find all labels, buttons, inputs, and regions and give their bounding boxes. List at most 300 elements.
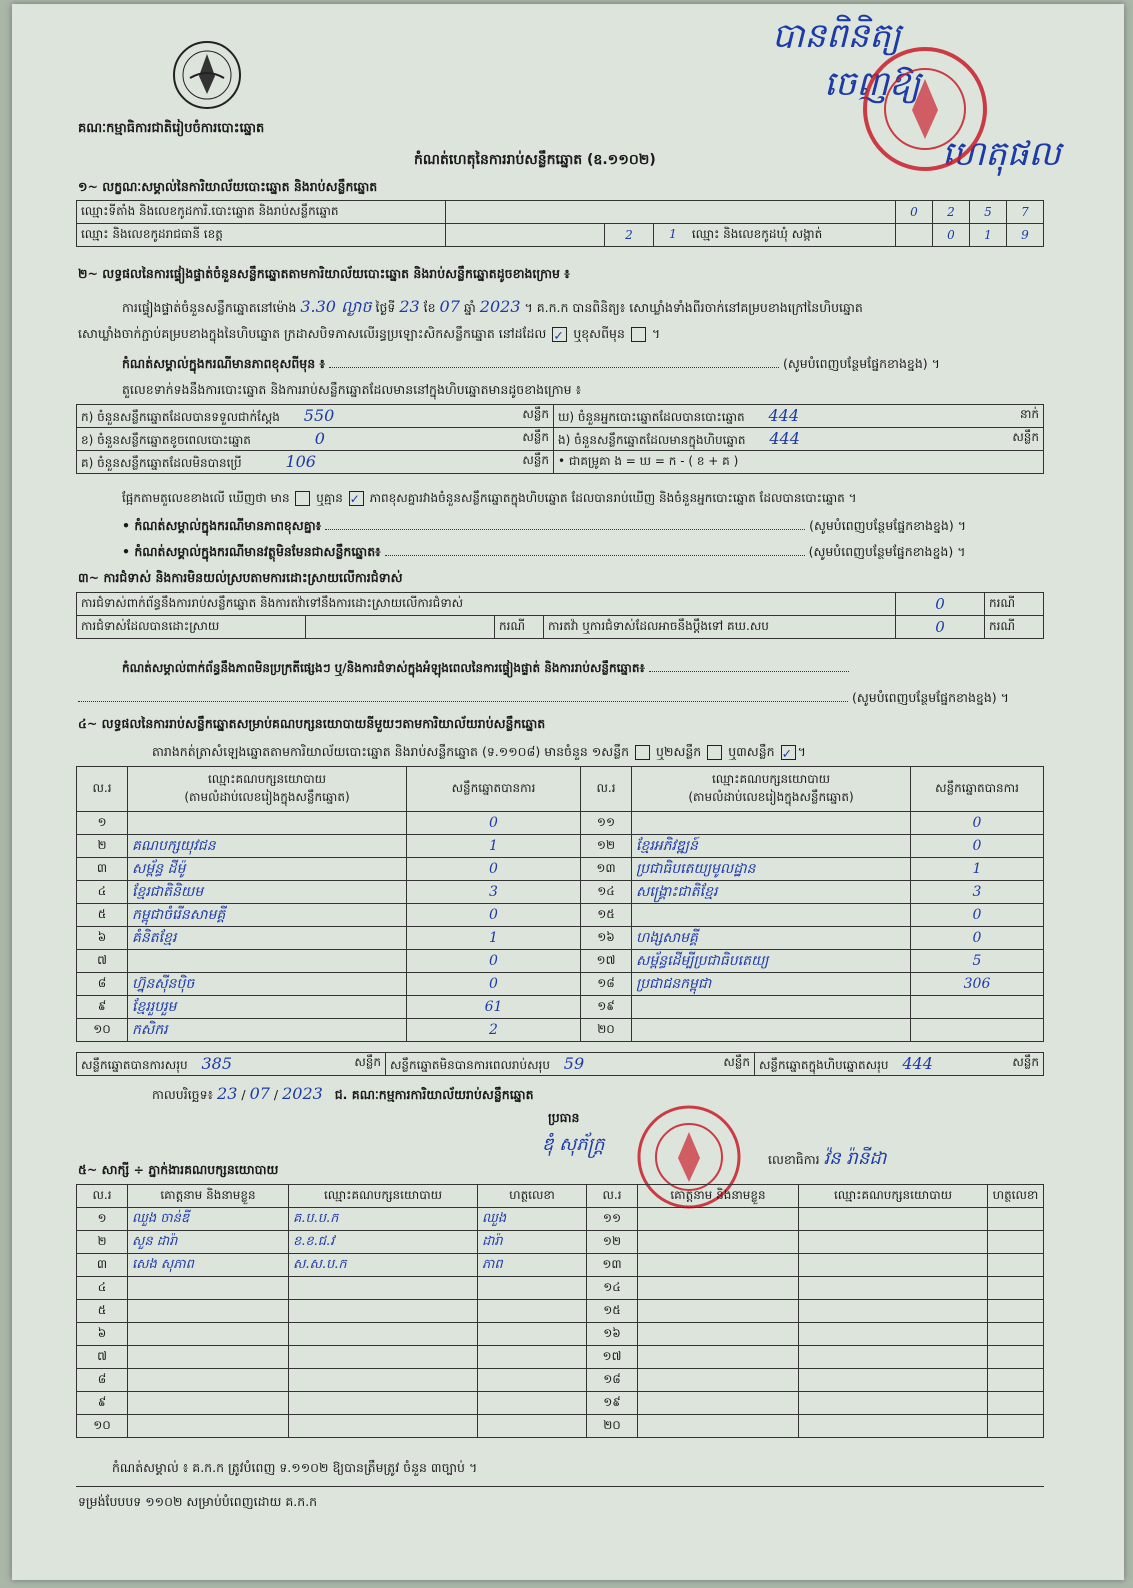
- appeals-value: 0: [896, 616, 985, 639]
- verification-line-1: [122, 296, 863, 320]
- tally-sheets-label: តារាងកត់ត្រាសំឡេងឆ្នោតតាមការិយាល័យបោះឆ្នោត និងរាប់សន្លឹកឆ្នោត (ទ.១១០៨) មានចំនួន ១សន្លឹក: [152, 744, 630, 759]
- party-name: ហ្វ៊ុនស៊ីនប៉ិច: [128, 973, 407, 996]
- party-row-no: ១: [77, 812, 128, 835]
- party-votes: 3: [407, 881, 581, 904]
- difference-note-2-label: • កំណត់សម្គាល់ក្នុងករណីមានភាពខុសគ្នា៖: [122, 518, 322, 533]
- party-name: [632, 1019, 911, 1042]
- totals-table: [76, 1052, 1044, 1076]
- witness-party: ស.ស.ប.ក: [289, 1254, 478, 1277]
- witness-name: [638, 1392, 799, 1415]
- table-row: [77, 1231, 1044, 1254]
- resolved-objections-label: ការជំទាស់ដែលបានដោះស្រាយ: [77, 616, 306, 639]
- witness-signature: ដារ៉ា: [478, 1231, 587, 1254]
- witness-name: [638, 1415, 799, 1438]
- party-name: ប្រជាជនកម្ពុជា: [632, 973, 911, 996]
- unused-ballots-row: [77, 451, 554, 474]
- party-row-no: ១២: [581, 835, 632, 858]
- section1-table: [76, 200, 1044, 247]
- witness-row-no: ១១: [587, 1208, 638, 1231]
- voters-row: [554, 405, 1044, 428]
- col-party: [128, 767, 407, 812]
- col-no: ល.រ: [581, 767, 632, 812]
- unused-ballots-label: គ) ចំនួនសន្លឹកឆ្នោតដែលមិនបានប្រើ: [81, 455, 242, 470]
- witness-signature: [988, 1277, 1044, 1300]
- witness-signature: [478, 1369, 587, 1392]
- witness-row-no: ១៨: [587, 1369, 638, 1392]
- witness-signature: [988, 1300, 1044, 1323]
- col-name: គោត្តនាម និងនាមខ្លួន: [128, 1185, 289, 1208]
- party-row-no: ២០: [581, 1019, 632, 1042]
- party-name: [632, 996, 911, 1019]
- party-name: ប្រជាធិបតេយ្យមូលដ្ឋាន: [632, 858, 911, 881]
- irregularities-note-field-2[interactable]: [78, 701, 848, 702]
- witness-row-no: ១៥: [587, 1300, 638, 1323]
- verification-text-2: សោឃ្លាំងចាក់ភ្ជាប់គម្របខាងក្នុងនៃហិបឆ្នោត ក្រដាសបិទភាសលើរន្ធប្រឡោះសិកសន្លឹកឆ្នោត នៅដដែល: [78, 326, 547, 341]
- witness-name: ឈួង ចាន់ឌី: [128, 1208, 289, 1231]
- footer-divider: [76, 1486, 1044, 1487]
- irregularities-note-field[interactable]: [649, 671, 849, 672]
- date-month: 07: [249, 1084, 270, 1103]
- handwritten-note-2: ចេញឱ្យ: [824, 64, 921, 104]
- one-sheet-checkbox[interactable]: [635, 745, 650, 760]
- commune-label: [654, 224, 896, 247]
- witness-name: [638, 1323, 799, 1346]
- fill-hint: (សូមបំពេញបន្ថែមផ្នែកខាងខ្នង) ។: [851, 690, 1009, 705]
- witness-party: [799, 1415, 988, 1438]
- total-invalid-label: សន្លឹកឆ្នោតមិនបានការពេលរាប់សរុប: [390, 1057, 550, 1072]
- commune-label-text: ឈ្មោះ និងលេខកូដឃុំ សង្កាត់: [691, 227, 823, 241]
- party-row-no: ១១: [581, 812, 632, 835]
- party-votes: [911, 1019, 1044, 1042]
- party-row-no: ៣: [77, 858, 128, 881]
- table-row: [77, 1415, 1044, 1438]
- witness-signature: [988, 1323, 1044, 1346]
- witness-row-no: ៧: [77, 1346, 128, 1369]
- org-name: គណៈកម្មាធិការជាតិរៀបចំការបោះឆ្នោត: [78, 121, 265, 136]
- witness-party: [289, 1300, 478, 1323]
- official-stamp-top: [860, 44, 990, 174]
- party-row-no: ១៨: [581, 973, 632, 996]
- witness-party: [289, 1415, 478, 1438]
- location-name-cell: [446, 201, 896, 224]
- verification-year: 2023: [479, 297, 521, 316]
- unit-sheet: សន្លឹក: [522, 452, 549, 467]
- verification-day: 23: [399, 297, 420, 316]
- voters-value: 444: [768, 405, 799, 425]
- witness-party: [289, 1323, 478, 1346]
- party-votes: 0: [911, 904, 1044, 927]
- party-name: [632, 904, 911, 927]
- location-code-digit: 7: [1007, 201, 1044, 224]
- party-name: គណបក្សយុវជន: [128, 835, 407, 858]
- unit-sheet: សន្លឹក: [354, 1054, 381, 1069]
- section1-title: ១~ លក្ខណៈសម្គាល់នៃការិយាល័យបោះឆ្នោត និងរាប់សន្លឹកឆ្នោត: [78, 179, 378, 194]
- appeals-label: ការតវ៉ា ឬការជំទាស់ដែលអាចនឹងប្តឹងទៅ គឃ.សប: [544, 616, 896, 639]
- province-label: ឈ្មោះ និងលេខកូដរាជធានី ខេត្ត: [77, 224, 446, 247]
- spoiled-ballots-label: ខ) ចំនួនសន្លឹកឆ្នោតខូចពេលបោះឆ្នោត: [81, 432, 251, 447]
- form-sheet: [12, 4, 1124, 1580]
- date-day: 23: [217, 1084, 238, 1103]
- table-row: [77, 950, 1044, 973]
- col-name: គោត្តនាម និងនាមខ្លួន: [638, 1185, 799, 1208]
- party-votes: 0: [407, 858, 581, 881]
- chair-label: ប្រធាន: [548, 1110, 580, 1125]
- party-row-no: ៤: [77, 881, 128, 904]
- witness-party: [799, 1392, 988, 1415]
- table-row: [77, 927, 1044, 950]
- witness-party: [799, 1300, 988, 1323]
- table-row: [77, 1254, 1044, 1277]
- witness-row-no: ៥: [77, 1300, 128, 1323]
- table-row: [77, 835, 1044, 858]
- col-party-sub: (តាមលំដាប់លេខរៀងក្នុងសន្លឹកឆ្នោត): [184, 790, 350, 804]
- witness-party: គ.ប.ប.ក: [289, 1208, 478, 1231]
- three-sheets-checkbox[interactable]: ✓: [781, 745, 796, 760]
- witness-signature: [478, 1300, 587, 1323]
- party-votes: 2: [407, 1019, 581, 1042]
- witness-row-no: ២: [77, 1231, 128, 1254]
- party-votes: 0: [407, 973, 581, 996]
- table-row: [77, 996, 1044, 1019]
- witness-row-no: ៣: [77, 1254, 128, 1277]
- commune-code-digit: 0: [933, 224, 970, 247]
- col-votes: សន្លឹកឆ្នោតបានការ: [911, 767, 1044, 812]
- witness-name: [128, 1323, 289, 1346]
- spoiled-ballots-value: 0: [314, 428, 325, 448]
- witness-row-no: ១៣: [587, 1254, 638, 1277]
- difference-note-2-field[interactable]: [325, 529, 805, 530]
- verification-text-e: ។ គ.ក.ក បានពិនិត្យ៖ សោឃ្លាំងទាំងពីរចាក់នៅគម្របខាងក្រៅនៃហិបឆ្នោត: [524, 300, 863, 315]
- witness-party: [289, 1369, 478, 1392]
- total-valid-value: 385: [201, 1053, 233, 1073]
- party-name: កម្ពុជាចំរើនសាមគ្គី: [128, 904, 407, 927]
- unit-person: នាក់: [1019, 406, 1039, 421]
- party-row-no: ៦: [77, 927, 128, 950]
- col-party-label: ឈ្មោះគណបក្សនយោបាយ: [207, 772, 327, 786]
- col-no: ល.រ: [587, 1185, 638, 1208]
- witness-signature: [988, 1208, 1044, 1231]
- witness-party: [799, 1369, 988, 1392]
- witness-row-no: ២០: [587, 1415, 638, 1438]
- witness-signature: [478, 1277, 587, 1300]
- table-row: [77, 1346, 1044, 1369]
- witness-party: [289, 1346, 478, 1369]
- location-code-digit: 5: [970, 201, 1007, 224]
- has-difference-checkbox[interactable]: [295, 491, 310, 506]
- resolved-objections-value: [306, 616, 495, 639]
- witness-party: [289, 1277, 478, 1300]
- party-votes: 306: [911, 973, 1044, 996]
- witness-name: [638, 1277, 799, 1300]
- total-invalid-value: 59: [563, 1053, 585, 1073]
- party-name: គំនិតខ្មែរ: [128, 927, 407, 950]
- date-label: កាលបរិច្ឆេទ៖: [152, 1087, 214, 1102]
- objections-value: 0: [896, 593, 985, 616]
- col-party: ឈ្មោះគណបក្សនយោបាយ: [799, 1185, 988, 1208]
- col-party-label: ឈ្មោះគណបក្សនយោបាយ: [711, 772, 831, 786]
- location-label: ឈ្មោះទីតាំង និងលេខកូដការិ.បោះឆ្នោត និងរាប់សន្លឹកឆ្នោត: [77, 201, 446, 224]
- unit-sheet: សន្លឹក: [522, 406, 549, 421]
- table-row: [77, 1208, 1044, 1231]
- witness-row-no: ១៧: [587, 1346, 638, 1369]
- party-votes: 1: [407, 927, 581, 950]
- irregularities-note-line-2: [78, 690, 1009, 709]
- witness-name: [638, 1231, 799, 1254]
- location-code-digit: 2: [933, 201, 970, 224]
- unused-ballots-value: 106: [285, 451, 316, 471]
- irregularities-note-line: [122, 660, 849, 678]
- committee-label: ជ. គណៈកម្មការការិយាល័យរាប់សន្លឹកឆ្នោត: [334, 1087, 534, 1102]
- col-party: [632, 767, 911, 812]
- col-party: ឈ្មោះគណបក្សនយោបាយ: [289, 1185, 478, 1208]
- party-votes: 5: [911, 950, 1044, 973]
- changed-checkbox[interactable]: [631, 327, 646, 342]
- party-name: កសិករ: [128, 1019, 407, 1042]
- verification-text-a: ការផ្ទៀងផ្ទាត់ចំនួនសន្លឹកឆ្នោតនៅម៉ោង: [122, 300, 297, 315]
- changed-label: ឬខុសពីមុន: [573, 326, 625, 341]
- witness-row-no: ១២: [587, 1231, 638, 1254]
- secretary-line: [768, 1146, 886, 1173]
- witness-row-no: ៨: [77, 1369, 128, 1392]
- total-invalid-cell: [386, 1053, 755, 1076]
- party-row-no: ១០: [77, 1019, 128, 1042]
- total-box-label: សន្លឹកឆ្នោតក្នុងហិបឆ្នោតសរុប: [759, 1057, 889, 1072]
- witness-signature: ឈួង: [478, 1208, 587, 1231]
- table-row: [77, 1300, 1044, 1323]
- col-sign: ហត្ថលេខា: [988, 1185, 1044, 1208]
- unit-sheet: សន្លឹក: [1012, 1054, 1039, 1069]
- witness-signature: [478, 1392, 587, 1415]
- party-name: សម្ព័ន្ធដើម្បីប្រជាធិបតេយ្យ: [632, 950, 911, 973]
- foreign-object-note-field[interactable]: [385, 555, 805, 556]
- difference-note-label: កំណត់សម្គាល់ក្នុងករណីមានភាពខុសពីមុន ៖: [122, 356, 326, 371]
- col-votes: សន្លឹកឆ្នោតបានការ: [407, 767, 581, 812]
- comparison-end: ភាពខុសគ្នារវាងចំនួនសន្លឹកឆ្នោតក្នុងហិបឆ្នោត ដែលបានរាប់ឃើញ និងចំនួនអ្នកបោះឆ្នោត ដែលបានបោះឆ្នោត ។: [369, 491, 857, 505]
- province-code-digit: 2: [605, 224, 654, 247]
- witness-signature: [478, 1323, 587, 1346]
- party-row-no: ១៩: [581, 996, 632, 1019]
- party-name: ហង្សសាមគ្គី: [632, 927, 911, 950]
- difference-note-field[interactable]: [329, 367, 779, 368]
- witness-name: [128, 1415, 289, 1438]
- party-votes: 1: [407, 835, 581, 858]
- location-code-digit: 0: [896, 201, 933, 224]
- fill-hint: (សូមបំពេញបន្ថែមផ្នែកខាងខ្នង) ។: [808, 544, 966, 559]
- verification-month: 07: [439, 297, 460, 316]
- party-results-table: [76, 766, 1044, 1042]
- witness-name: [638, 1254, 799, 1277]
- table-row: [77, 881, 1044, 904]
- witness-name: [128, 1300, 289, 1323]
- col-party-sub: (តាមលំដាប់លេខរៀងក្នុងសន្លឹកឆ្នោត): [688, 790, 854, 804]
- witness-name: [128, 1369, 289, 1392]
- foreign-object-note-label: • កំណត់សម្គាល់ក្នុងករណីមានវត្ថុមិនមែនជាសន្លឹកឆ្នោត៖: [122, 544, 381, 559]
- party-row-no: ២: [77, 835, 128, 858]
- col-no: ល.រ: [77, 1185, 128, 1208]
- province-code-digit: 1: [669, 227, 677, 241]
- party-name: [632, 812, 911, 835]
- two-sheets-checkbox[interactable]: [707, 745, 722, 760]
- irregularities-note-label: កំណត់សម្គាល់ពាក់ព័ន្ធនឹងភាពមិនប្រក្រតីផ្សេងៗ ឬ/និងការជំទាស់ក្នុងអំឡុងពេលនៃការផ្ទៀងផ្ទាត់ និងការរាប់សន្លឹកឆ្នោត៖: [122, 661, 645, 675]
- section2-title: ២~ លទ្ធផលនៃការផ្ទៀងផ្ទាត់ចំនួនសន្លឹកឆ្នោតតាមការិយាល័យបោះឆ្នោត និងរាប់សន្លឹកឆ្នោតដូចខាងក្រោម ៖: [78, 266, 570, 281]
- three-sheets-label: ឬ៣សន្លឹក: [728, 744, 775, 759]
- party-row-no: ៥: [77, 904, 128, 927]
- party-votes: 0: [911, 927, 1044, 950]
- table-row: [77, 858, 1044, 881]
- party-votes: 0: [911, 812, 1044, 835]
- handwritten-note-3: ហេតុផល: [942, 134, 1061, 174]
- witness-signature: [988, 1415, 1044, 1438]
- col-sign: ហត្ថលេខា: [478, 1185, 587, 1208]
- verification-line-2: សោឃ្លាំងចាក់ភ្ជាប់គម្របខាងក្នុងនៃហិបឆ្នោត ក្រដាសបិទភាសលើរន្ធប្រឡោះសិកសន្លឹកឆ្នោត នៅដដែល ✓ ឬខុសពីមុន ។: [78, 326, 661, 343]
- witness-name: សេង សុភាព: [128, 1254, 289, 1277]
- witness-signature: [988, 1369, 1044, 1392]
- spoiled-ballots-row: [77, 428, 554, 451]
- party-row-no: ៧: [77, 950, 128, 973]
- party-votes: [911, 996, 1044, 1019]
- chair-signature: ឌុំ សុភ័ក្ត្រ: [542, 1134, 605, 1155]
- unit-case: ករណី: [985, 616, 1044, 639]
- two-sheets-label: ឬ២សន្លឹក: [656, 744, 702, 759]
- section4-title: ៤~ លទ្ធផលនៃការរាប់សន្លឹកឆ្នោតសម្រាប់គណបក្សនយោបាយនីមួយៗតាមការិយាល័យរាប់សន្លឹកឆ្នោត: [78, 716, 546, 731]
- unit-case: ករណី: [985, 593, 1044, 616]
- party-name: ខ្មែរអភិវឌ្ឍន៍: [632, 835, 911, 858]
- witness-name: [638, 1300, 799, 1323]
- party-votes: 3: [911, 881, 1044, 904]
- witness-name: [638, 1346, 799, 1369]
- comparison-line: [122, 490, 857, 508]
- received-ballots-row: [77, 405, 554, 428]
- witness-name: [638, 1369, 799, 1392]
- witness-party: [799, 1277, 988, 1300]
- party-votes: 1: [911, 858, 1044, 881]
- table-row: [77, 1019, 1044, 1042]
- section3-title: ៣~ ការជំទាស់ និងការមិនយល់ស្របតាមការដោះស្រាយលើការជំទាស់: [78, 570, 403, 585]
- party-votes: 0: [911, 835, 1044, 858]
- figures-table: [76, 404, 1044, 474]
- witness-name: សួន ដារ៉ា: [128, 1231, 289, 1254]
- ballots-in-box-label: ង) ចំនួនសន្លឹកឆ្នោតដែលមានក្នុងហិបឆ្នោត: [558, 432, 746, 447]
- party-row-no: ១៤: [581, 881, 632, 904]
- witness-signature: [478, 1415, 587, 1438]
- no-difference-checkbox[interactable]: ✓: [349, 491, 364, 506]
- nec-logo: [170, 38, 244, 112]
- witness-signature: [478, 1346, 587, 1369]
- unit-case: ករណី: [495, 616, 544, 639]
- commune-code-digit: 1: [970, 224, 1007, 247]
- table-row: [77, 1323, 1044, 1346]
- party-name: ខ្មែរជាតិនិយម: [128, 881, 407, 904]
- party-row-no: ១៥: [581, 904, 632, 927]
- witness-row-no: ៦: [77, 1323, 128, 1346]
- verification-text-b: ថ្ងៃទី: [375, 300, 396, 315]
- objections-label: ការជំទាស់ពាក់ព័ន្ធនឹងការរាប់សន្លឹកឆ្នោត និងការតវ៉ាទៅនឹងការដោះស្រាយលើការជំទាស់: [77, 593, 896, 616]
- witness-party: [799, 1346, 988, 1369]
- province-name-cell: [446, 224, 605, 247]
- commune-code-digit: 9: [1007, 224, 1044, 247]
- handwritten-note-1: បានពិនិត្យ: [772, 16, 901, 56]
- party-name: សង្គ្រោះជាតិខ្មែរ: [632, 881, 911, 904]
- foreign-object-note-line: [122, 544, 965, 563]
- table-row: [77, 1277, 1044, 1300]
- witness-signature: [988, 1392, 1044, 1415]
- witness-name: [128, 1277, 289, 1300]
- witness-name: [128, 1392, 289, 1415]
- witness-row-no: ១៤: [587, 1277, 638, 1300]
- received-ballots-value: 550: [303, 405, 335, 425]
- witness-name: [128, 1346, 289, 1369]
- party-row-no: ៩: [77, 996, 128, 1019]
- verification-time: 3.30 ល្ងាច: [300, 297, 372, 316]
- party-row-no: ១៦: [581, 927, 632, 950]
- section5-title: ៥~ សាក្សី ÷ ភ្នាក់ងារគណបក្សនយោបាយ: [78, 1162, 279, 1177]
- comparison-mid: ឬគ្មាន: [316, 491, 343, 505]
- witness-row-no: ៤: [77, 1277, 128, 1300]
- total-box-value: 444: [902, 1053, 933, 1073]
- col-no: ល.រ: [77, 767, 128, 812]
- witness-party: [799, 1208, 988, 1231]
- objections-table: [76, 592, 1044, 639]
- party-name: [128, 812, 407, 835]
- unit-sheet: សន្លឹក: [522, 429, 549, 444]
- witness-name: [638, 1208, 799, 1231]
- witness-row-no: ៩: [77, 1392, 128, 1415]
- witness-signature: ភាព: [478, 1254, 587, 1277]
- received-ballots-label: ក) ចំនួនសន្លឹកឆ្នោតដែលបានទទួលជាក់ស្តែង: [81, 409, 280, 424]
- party-row-no: ១៧: [581, 950, 632, 973]
- verification-text-c: ខែ: [423, 300, 436, 315]
- party-votes: 61: [407, 996, 581, 1019]
- form-footer: ទម្រង់បែបបទ ១១០២ សម្រាប់បំពេញដោយ គ.ក.ក: [78, 1494, 318, 1509]
- tally-sheets-line: តារាងកត់ត្រាសំឡេងឆ្នោតតាមការិយាល័យបោះឆ្នោត និងរាប់សន្លឹកឆ្នោត (ទ.១១០៨) មានចំនួន ១សន្លឹក ឬ២សន្លឹក ឬ៣សន្លឹក ✓ ។: [152, 744, 806, 761]
- table-row: [77, 973, 1044, 996]
- party-name: [128, 950, 407, 973]
- witness-party: [799, 1323, 988, 1346]
- party-row-no: ៨: [77, 973, 128, 996]
- party-votes: 0: [407, 812, 581, 835]
- table-row: [77, 812, 1044, 835]
- table-row: [77, 1392, 1044, 1415]
- unit-sheet: សន្លឹក: [723, 1054, 750, 1069]
- witnesses-table: [76, 1184, 1044, 1438]
- form-title: កំណត់ហេតុនៃការរាប់សន្លឹកឆ្នោត (ឧ.១១០២): [414, 152, 656, 168]
- witness-signature: [988, 1254, 1044, 1277]
- unchanged-checkbox[interactable]: ✓: [552, 327, 567, 342]
- witness-party: [799, 1254, 988, 1277]
- witness-party: ខ.ខ.ជ.វ: [289, 1231, 478, 1254]
- party-name: ខ្មែររួបរួម: [128, 996, 407, 1019]
- secretary-label: លេខាធិការ: [768, 1152, 820, 1167]
- fill-hint: (សូមបំពេញបន្ថែមផ្នែកខាងខ្នង) ។: [783, 356, 940, 371]
- footnote: កំណត់សម្គាល់ ៖ គ.ក.ក ត្រូវបំពេញ ទ.១១០២ ឱ្យបានត្រឹមត្រូវ ចំនួន ៣ច្បាប់ ។: [112, 1460, 478, 1475]
- voters-label: ឃ) ចំនួនអ្នកបោះឆ្នោតដែលបានបោះឆ្នោត: [558, 409, 745, 424]
- witness-signature: [988, 1231, 1044, 1254]
- ballots-in-box-value: 444: [769, 428, 800, 448]
- witness-party: [799, 1231, 988, 1254]
- fill-hint: (សូមបំពេញបន្ថែមផ្នែកខាងខ្នង) ។: [809, 518, 966, 533]
- figures-intro: តួលេខទាក់ទងនឹងការបោះឆ្នោត និងការរាប់សន្លឹកឆ្នោតដែលមាននៅក្នុងហិបឆ្នោតមានដូចខាងក្រោម ៖: [122, 382, 582, 397]
- table-row: [77, 904, 1044, 927]
- comparison-label: ផ្អែកតាមតួលេខខាងលើ ឃើញថា មាន: [122, 491, 290, 505]
- party-votes: 0: [407, 904, 581, 927]
- table-row: [77, 1369, 1044, 1392]
- commune-name-cell: [896, 224, 933, 247]
- unit-sheet: សន្លឹក: [1012, 429, 1039, 444]
- difference-note-2-line: [122, 518, 966, 537]
- ballots-in-box-row: [554, 428, 1044, 451]
- verification-text-d: ឆ្នាំ: [463, 300, 476, 315]
- total-valid-cell: [77, 1053, 386, 1076]
